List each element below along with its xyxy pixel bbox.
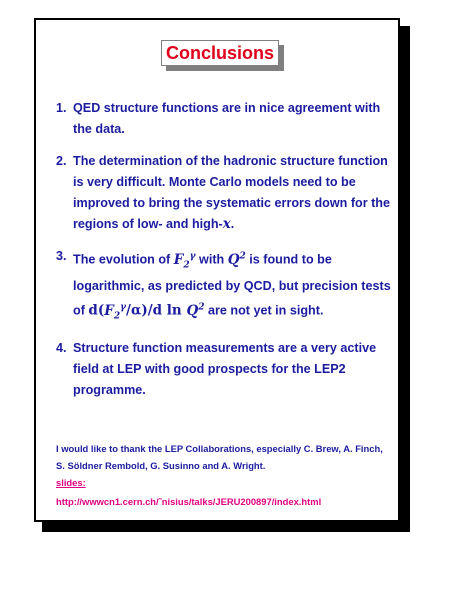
item-text <box>73 246 392 327</box>
item-number: 1. <box>56 101 67 115</box>
math-sup: γ <box>120 302 127 313</box>
math-q2 <box>228 252 246 268</box>
list-item <box>56 98 392 140</box>
item-text-part: The evolution of <box>73 252 174 267</box>
conclusions-list <box>56 98 392 412</box>
math-q2 <box>186 303 204 319</box>
item-text-part: are not yet in sight. <box>204 303 324 318</box>
math-sup: γ <box>189 251 196 261</box>
item-text-part: The determination of the hadronic structure function is very difficult. Monte Carlo models need to be improved to bring the systematic errors down for the regions of low- and high- <box>73 154 390 231</box>
math-q: Q <box>227 251 240 268</box>
item-text: Structure function measurements are a very active field at LEP with good prospects for the LEP2 programme. <box>73 341 377 398</box>
math-q: Q <box>186 302 199 319</box>
acknowledgement: I would like to thank the LEP Collaborations, especially C. Brew, A. Finch, S. Söldner Rembold, G. Susinno and A. Wright. <box>56 443 383 471</box>
math-f: F <box>173 251 184 268</box>
math-f2-gamma <box>173 251 196 271</box>
list-item <box>56 338 392 401</box>
item-number: 2. <box>56 154 67 168</box>
math-f: F <box>104 302 114 319</box>
math-sup: 2 <box>239 251 246 261</box>
slide-frame <box>34 18 400 522</box>
math-sup: 2 <box>198 302 205 313</box>
slides-url-link[interactable]: http://wwwcn1.cern.ch/˜nisius/talks/JERU200897/index.html <box>56 496 322 507</box>
item-number: 4. <box>56 341 67 356</box>
item-text-part: . <box>230 217 235 231</box>
list-item <box>56 151 392 235</box>
math-alpha-dln: /α)/d ln <box>126 302 187 319</box>
item-text-part: with <box>195 252 228 267</box>
math-d: d( <box>88 302 105 319</box>
item-text-part: is found to be logarithmic, as predicted by QCD, but precision tests of <box>73 252 391 318</box>
slides-label: slides: <box>56 477 86 488</box>
math-sub: 2 <box>113 311 121 322</box>
math-f2-gamma <box>104 302 127 322</box>
slide-title: Conclusions <box>161 40 279 66</box>
math-sub: 2 <box>183 260 190 271</box>
item-text <box>73 151 392 235</box>
list-item <box>56 246 392 327</box>
item-text: QED structure functions are in nice agreement with the data. <box>73 101 381 136</box>
item-number: 3. <box>56 249 67 263</box>
math-x: x <box>222 216 231 232</box>
